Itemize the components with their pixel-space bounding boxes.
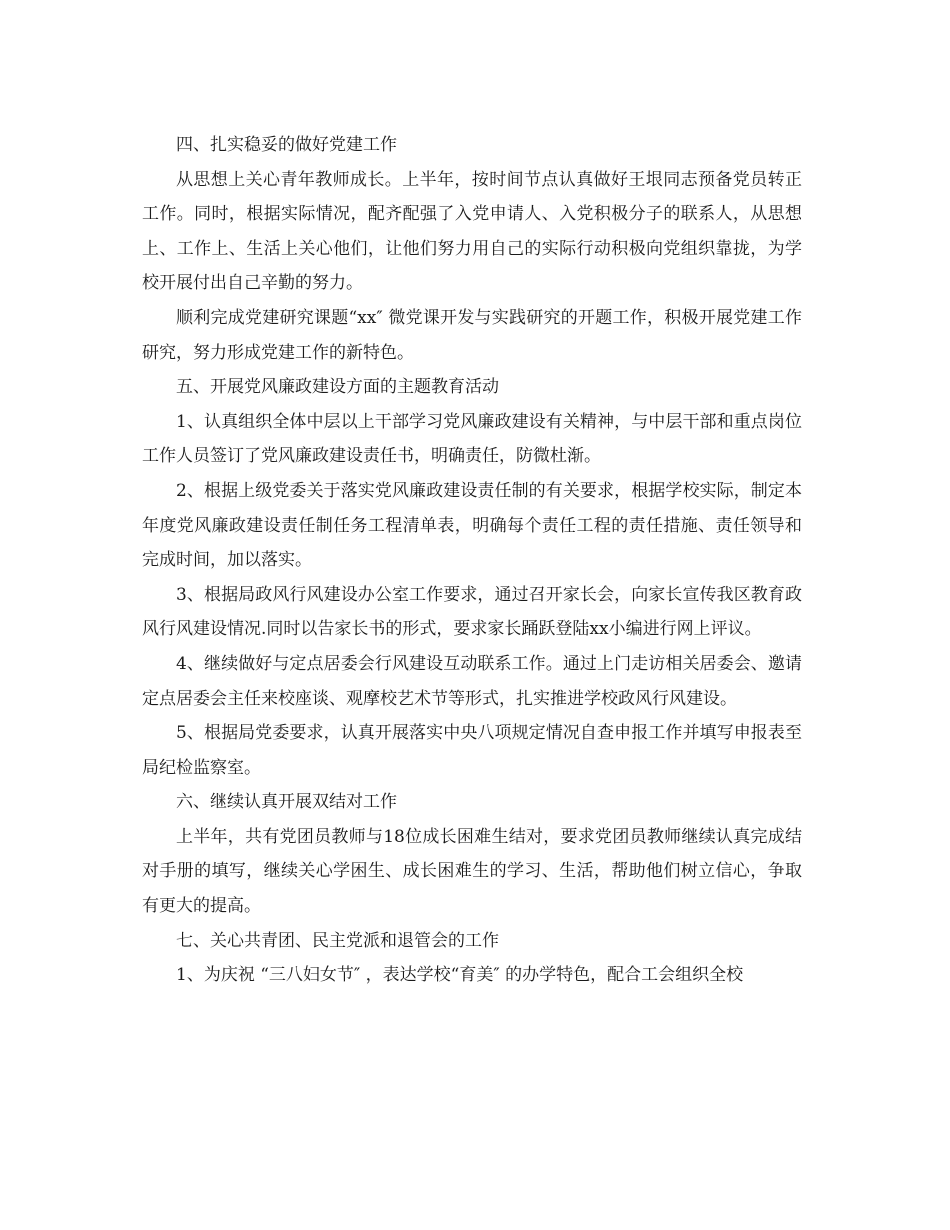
section-heading-4: 四、扎实稳妥的做好党建工作	[176, 135, 397, 155]
section-heading-7: 七、关心共青团、民主党派和退管会的工作	[176, 930, 499, 951]
list-item-5-5: 5、根据局党委要求，认真开展落实中央八项规定情况自查申报工作并填写申报表至局纪检监察室。	[142, 723, 802, 778]
paragraph-youth-teachers: 从思想上关心青年教师成长。上半年，按时间节点认真做好王垠同志预备党员转正工作。同时，根据实际情况，配齐配强了入党申请人、入党积极分子的联系人，从思想上、工作上、生活上关心他们，让他们努力用自己的实际行动积极向党组织靠拢，为学校开展付出自己辛勤的努力。	[142, 169, 802, 294]
paragraph-research-topic: 顺利完成党建研究课题“xx″ 微党课开发与实践研究的开题工作，积极开展党建工作研究，努力形成党建工作的新特色。	[142, 307, 802, 363]
section-heading-6: 六、继续认真开展双结对工作	[176, 792, 397, 813]
paragraph-pairing: 上半年，共有党团员教师与18位成长困难生结对，要求党团员教师继续认真完成结对手册的填写，继续关心学困生、成长困难生的学习、生活，帮助他们树立信心，争取有更大的提高。	[142, 826, 802, 917]
section-heading-5: 五、开展党风廉政建设方面的主题教育活动	[176, 377, 499, 398]
list-item-7-1: 1、为庆祝 “三八妇女节″ ，表达学校“育美″ 的办学特色，配合工会组织全校	[176, 965, 744, 986]
list-item-5-1: 1、认真组织全体中层以上干部学习党风廉政建设有关精神，与中层干部和重点岗位工作人员签订了党风廉政建设责任书，明确责任，防微杜渐。	[142, 411, 802, 467]
list-item-5-3: 3、根据局政风行风建设办公室工作要求，通过召开家长会，向家长宣传我区教育政风行风建设情况.同时以告家长书的形式，要求家长踊跃登陆xx小编进行网上评议。	[142, 584, 802, 640]
list-item-5-2: 2、根据上级党委关于落实党风廉政建设责任制的有关要求，根据学校实际，制定本年度党风廉政建设责任制任务工程清单表，明确每个责任工程的责任措施、责任领导和完成时间，加以落实。	[142, 480, 802, 571]
document-body	[142, 128, 802, 993]
list-item-5-4: 4、继续做好与定点居委会行风建设互动联系工作。通过上门走访相关居委会、邀请定点居委会主任来校座谈、观摩校艺术节等形式，扎实推进学校政风行风建设。	[142, 653, 802, 709]
